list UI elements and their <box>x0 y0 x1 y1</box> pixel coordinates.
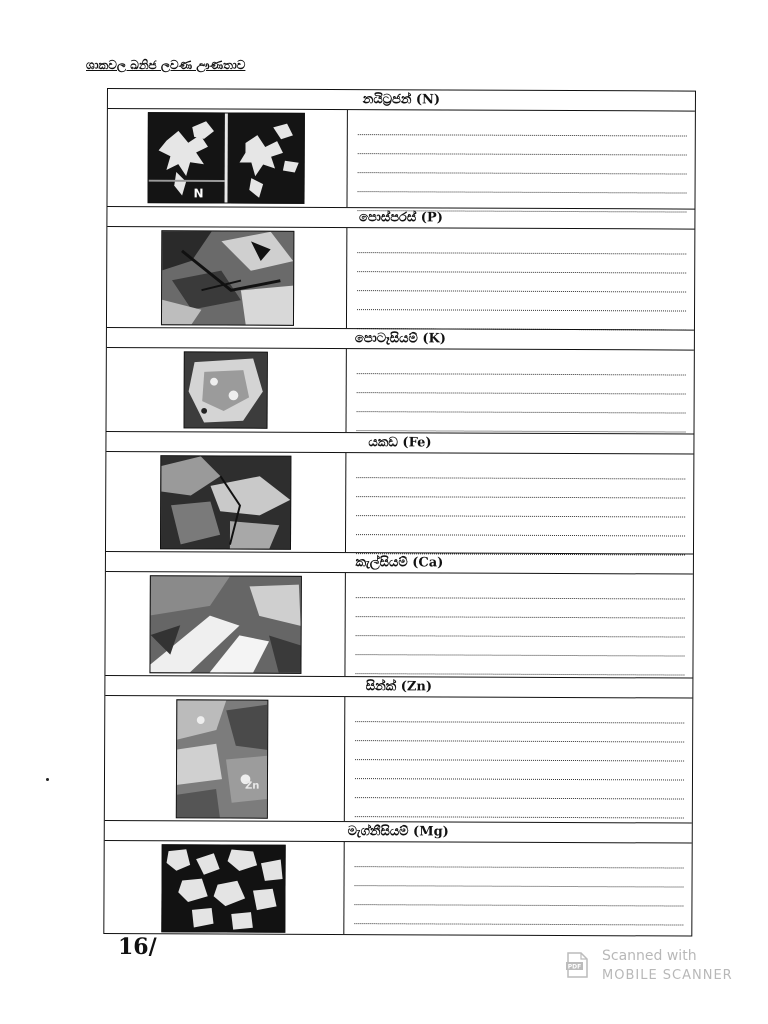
iron-deficiency-photo <box>160 455 291 550</box>
pdf-badge-text: PDF <box>567 963 582 971</box>
answer-line[interactable] <box>354 905 683 925</box>
answer-line[interactable] <box>356 636 685 656</box>
section-header: නයිට්‍රජන් (N) <box>108 89 695 112</box>
potassium-deficiency-photo <box>184 351 268 428</box>
phosphorus-deficiency-photo <box>161 230 294 326</box>
answer-line[interactable] <box>356 598 685 618</box>
answer-line[interactable] <box>355 655 684 675</box>
section-phosphorus <box>107 206 695 330</box>
answer-line[interactable] <box>358 173 687 193</box>
image-cell <box>106 452 346 552</box>
section-header: කැල්සියම් (Ca) <box>106 551 693 575</box>
answer-line[interactable] <box>357 253 686 273</box>
section-header: පොස්පරස් (P) <box>107 206 694 230</box>
watermark-line-1: Scanned with <box>602 948 697 964</box>
answer-line[interactable] <box>357 272 686 292</box>
section-potassium <box>107 327 694 434</box>
answer-line[interactable] <box>358 116 687 136</box>
section-zinc <box>105 675 693 823</box>
answer-line[interactable] <box>355 798 684 818</box>
deficiency-table <box>103 88 696 937</box>
answer-line[interactable] <box>356 617 685 637</box>
answer-line[interactable] <box>355 760 684 780</box>
scanner-watermark <box>566 948 741 988</box>
answer-line[interactable] <box>357 374 686 394</box>
section-calcium <box>105 551 693 678</box>
answer-line[interactable] <box>358 154 687 174</box>
answer-lines <box>347 228 694 330</box>
answer-line[interactable] <box>355 779 684 799</box>
page-title: ශාකවල ඛනිජ ලවණ ඌණතාව <box>86 58 246 72</box>
answer-lines <box>347 110 694 209</box>
answer-line[interactable] <box>357 291 686 311</box>
section-nitrogen <box>107 89 695 209</box>
photo-label-n: N <box>193 186 204 201</box>
watermark-line-2: MOBILE SCANNER <box>602 968 733 983</box>
section-iron <box>106 431 694 554</box>
nitrogen-deficiency-photo <box>147 112 304 204</box>
section-header: සින්ක් (Zn) <box>105 675 692 699</box>
answer-line[interactable] <box>356 459 685 479</box>
answer-line[interactable] <box>357 393 686 413</box>
photo-label-zn: Zn <box>244 780 260 792</box>
image-cell <box>105 696 346 821</box>
answer-lines <box>345 573 692 678</box>
answer-line[interactable] <box>355 722 684 742</box>
image-cell <box>107 348 347 432</box>
zinc-deficiency-photo <box>176 699 269 818</box>
answer-lines <box>345 697 693 823</box>
answer-line[interactable] <box>355 848 684 868</box>
answer-lines <box>347 349 694 434</box>
section-header: මැග්නීසියම් (Mg) <box>105 820 692 844</box>
answer-line[interactable] <box>358 135 687 155</box>
magnesium-deficiency-photo <box>161 844 285 933</box>
answer-line[interactable] <box>357 234 686 254</box>
image-cell <box>107 109 347 207</box>
answer-line[interactable] <box>356 497 685 517</box>
answer-line[interactable] <box>357 355 686 375</box>
scan-speck <box>46 778 49 781</box>
answer-lines <box>344 842 691 936</box>
page-number: 16/ <box>118 934 157 960</box>
section-header: පොටෑසියම් (K) <box>107 327 694 351</box>
calcium-deficiency-photo <box>149 575 301 674</box>
answer-line[interactable] <box>355 867 684 887</box>
pdf-document-icon <box>566 952 588 978</box>
answer-line[interactable] <box>354 886 683 906</box>
section-header: යකඩ (Fe) <box>106 431 693 455</box>
answer-line[interactable] <box>355 703 684 723</box>
answer-line[interactable] <box>356 478 685 498</box>
answer-line[interactable] <box>357 412 686 432</box>
answer-line[interactable] <box>356 516 685 536</box>
answer-line[interactable] <box>355 741 684 761</box>
image-cell <box>104 841 344 934</box>
answer-lines <box>346 453 693 554</box>
answer-line[interactable] <box>356 579 685 599</box>
section-magnesium <box>104 820 691 936</box>
image-cell <box>105 572 345 676</box>
image-cell <box>107 227 347 328</box>
